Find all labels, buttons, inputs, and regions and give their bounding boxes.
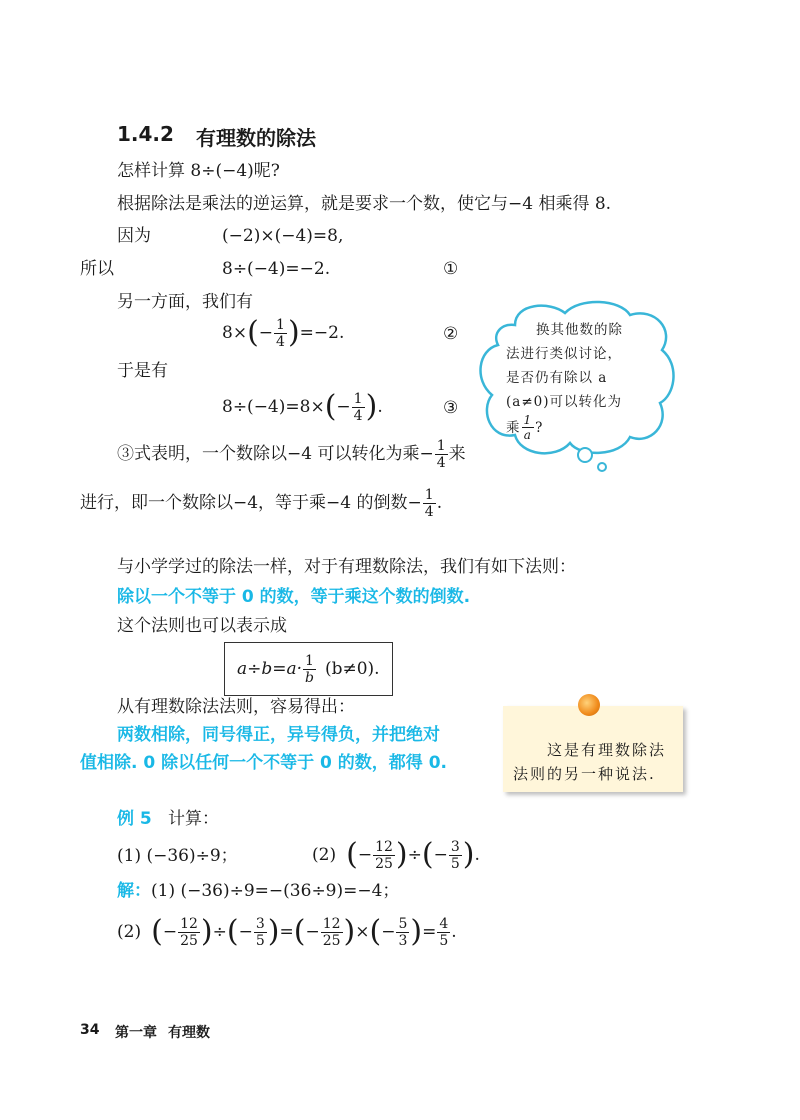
pushpin-icon	[578, 694, 600, 716]
example-problem-1: (1) (−36)÷9；	[117, 846, 238, 866]
fraction-one-quarter: $\frac{1}{4}$	[276, 316, 285, 350]
bubble-line: 乘 $\frac{1}{a}$ ?	[506, 413, 544, 442]
explanation-line-1: ③式表明，一个数除以−4 可以转化为乘− $\frac{1}{4}$ 来	[117, 437, 466, 471]
bubble-line: 换其他数的除	[536, 322, 623, 338]
equation-1-number: ①	[443, 259, 459, 279]
so-label: 所以	[80, 259, 114, 279]
intro-question: 怎样计算 8÷(−4)呢?	[117, 161, 280, 181]
note-line: 法则的另一种说法.	[513, 765, 656, 783]
example-problem-2: (2) ( − $\frac{12}{25}$ ) ÷ ( − $\frac{3}{5}$ ) .	[312, 837, 480, 872]
rule-derive: 从有理数除法法则，容易得出：	[117, 697, 355, 717]
equation-3: 8÷(−4)=8× ( − $\frac{1}{4}$ ) .	[222, 389, 383, 424]
chapter-label: 第一章	[115, 1025, 157, 1041]
corollary-line-2: 值相除. 0 除以任何一个不等于 0 的数，都得 0.	[80, 753, 447, 773]
bubble-text	[506, 318, 623, 441]
because-label: 因为	[117, 226, 151, 246]
equation-2-right: =−2.	[299, 323, 345, 343]
explanation-line-2: 进行，即一个数除以−4，等于乘−4 的倒数− $\frac{1}{4}$ .	[80, 486, 443, 520]
then-text: 于是有	[117, 361, 168, 381]
solution-line-1: 解： (1) (−36)÷9=−(36÷9)=−4；	[117, 881, 400, 901]
section-title: 有理数的除法	[196, 126, 316, 150]
other-hand-text: 另一方面，我们有	[117, 292, 253, 312]
rule-formula-box: a÷b=a· $\frac{1}{b}$ (b≠0).	[224, 642, 393, 696]
bubble-line: 是否仍有除以 a	[506, 370, 608, 386]
rule-lead: 与小学学过的除法一样，对于有理数除法，我们有如下法则：	[117, 557, 576, 577]
because-expression: (−2)×(−4)=8,	[222, 226, 344, 246]
equation-3-number: ③	[443, 398, 459, 418]
corollary-line-1: 两数相除，同号得正，异号得负，并把绝对	[117, 725, 440, 745]
equation-2-left: 8×	[222, 323, 248, 343]
chapter-title: 有理数	[168, 1025, 210, 1041]
solution-line-2: (2) ( − $\frac{12}{25}$ ) ÷ ( − $\frac{3}{5}$ ) = ( − $\frac{12}{25}$ ) × ( − $\frac{5}{3}$ ) = $\frac{4}{5}$ .	[117, 914, 457, 949]
rule-also: 这个法则也可以表示成	[117, 616, 287, 636]
example-label: 例 5	[117, 809, 152, 829]
equation-1: 8÷(−4)=−2.	[222, 259, 331, 279]
rule-statement: 除以一个不等于 0 的数，等于乘这个数的倒数.	[117, 587, 471, 607]
example-prompt: 计算：	[168, 809, 219, 829]
intro-reason: 根据除法是乘法的逆运算，就是要求一个数，使它与−4 相乘得 8.	[117, 194, 612, 214]
solution-label: 解：	[117, 881, 151, 901]
bubble-line: (a≠0)可以转化为	[506, 394, 622, 410]
section-number: 1.4.2	[117, 122, 174, 146]
side-note	[503, 706, 683, 792]
equation-2: 8× ( − $\frac{1}{4}$ ) =−2.	[222, 315, 345, 350]
bubble-line: 法进行类似讨论，	[506, 346, 622, 362]
page-number: 34	[80, 1022, 100, 1038]
note-line: 这是有理数除法	[547, 741, 667, 759]
equation-2-number: ②	[443, 324, 459, 344]
fraction-one-quarter: $\frac{1}{4}$	[353, 390, 363, 424]
